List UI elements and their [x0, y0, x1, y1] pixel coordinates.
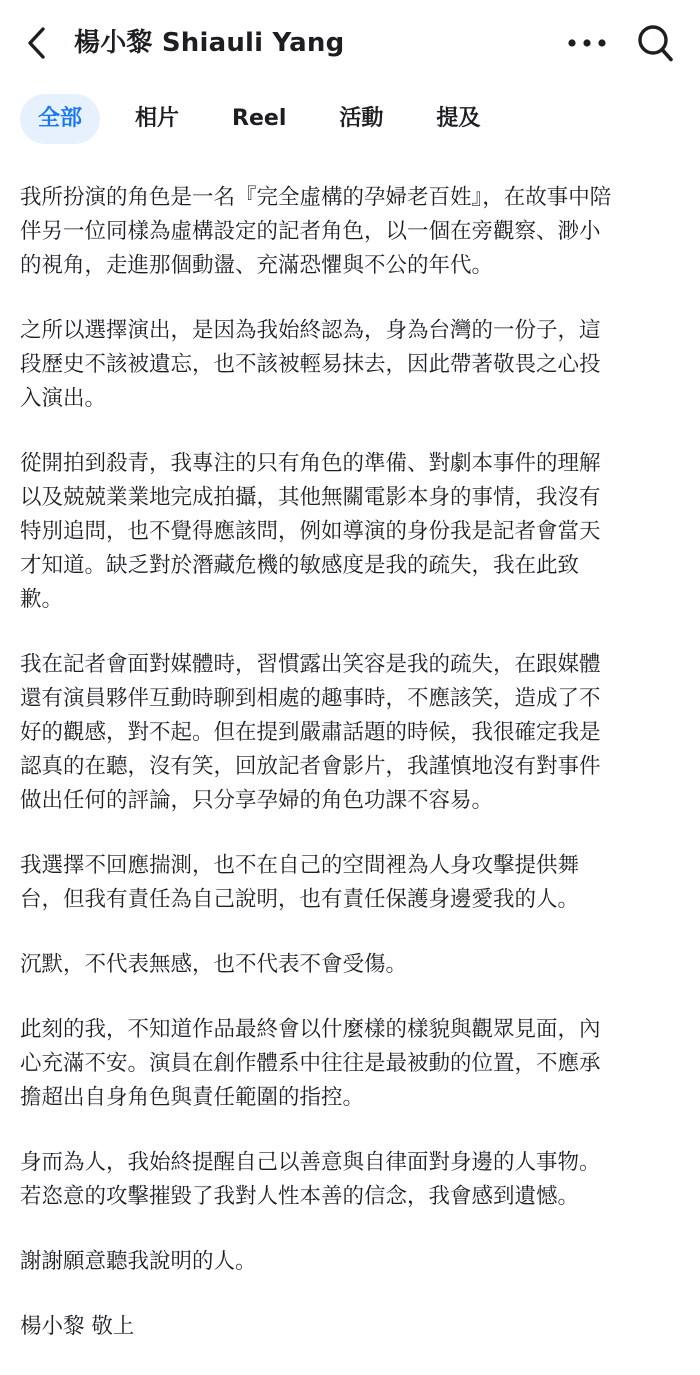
back-button[interactable]	[20, 24, 54, 62]
tab-mentions[interactable]: 提及	[436, 106, 481, 131]
header	[0, 0, 700, 84]
more-options-button[interactable]	[564, 30, 610, 56]
post-paragraph: 謝謝願意聽我說明的人。	[20, 1249, 257, 1274]
more-horizontal-icon	[567, 38, 607, 48]
search-button[interactable]	[632, 20, 678, 66]
post-paragraph: 我在記者會面對媒體時，習慣露出笑容是我的疏失，在跟媒體 還有演員夥伴互動時聊到相處的趣事時，不應該笑，造成了不 好的觀感，對不起。但在提到嚴肅話題的時候，我很確定我是 認真的在聽，沒有笑，回放記者會影片，我謹慎地沒有對事件 做出任何的評論，只分享孕婦的角色功課不容易。	[20, 652, 601, 813]
page-title: 楊小黎 Shiauli Yang	[74, 28, 345, 58]
tab-events[interactable]: 活動	[339, 106, 384, 131]
post-signature: 楊小黎 敬上	[20, 1314, 135, 1339]
post-paragraph: 我選擇不回應揣測，也不在自己的空間裡為人身攻擊提供舞 台，但我有責任為自己說明，也有責任保護身邊愛我的人。	[20, 853, 580, 912]
post-paragraph: 我所扮演的角色是一名『完全虛構的孕婦老百姓』，在故事中陪 伴另一位同樣為虛構設定的記者角色，以一個在旁觀察、渺小 的視角，走進那個動盪、充滿恐懼與不公的年代。	[20, 185, 612, 278]
post-paragraph: 之所以選擇演出，是因為我始終認為，身為台灣的一份子，這 段歷史不該被遺忘，也不該被輕易抹去，因此帶著敬畏之心投 入演出。	[20, 318, 601, 411]
filter-tabs	[20, 94, 515, 144]
search-icon	[636, 23, 674, 63]
tab-all[interactable]: 全部	[20, 94, 100, 144]
chevron-left-icon	[26, 26, 48, 60]
post-paragraph: 從開拍到殺青，我專注的只有角色的準備、對劇本事件的理解 以及兢兢業業地完成拍攝，其他無關電影本身的事情，我沒有 特別追問，也不覺得應該問，例如導演的身份我是記者會當天 才知道。缺乏對於潛藏危機的敏感度是我的疏失，我在此致 歉。	[20, 451, 601, 612]
post-paragraph: 身而為人，我始終提醒自己以善意與自律面對身邊的人事物。 若恣意的攻擊摧毀了我對人性本善的信念，我會感到遺憾。	[20, 1150, 601, 1209]
post-body	[20, 181, 680, 1375]
post-paragraph: 此刻的我，不知道作品最終會以什麼樣的樣貌與觀眾見面，內 心充滿不安。演員在創作體系中往往是最被動的位置，不應承 擔超出自身角色與責任範圍的指控。	[20, 1017, 601, 1110]
tab-photos[interactable]: 相片	[135, 106, 180, 131]
tab-reels[interactable]: Reel	[232, 106, 287, 131]
post-paragraph: 沉默，不代表無感，也不代表不會受傷。	[20, 952, 408, 977]
